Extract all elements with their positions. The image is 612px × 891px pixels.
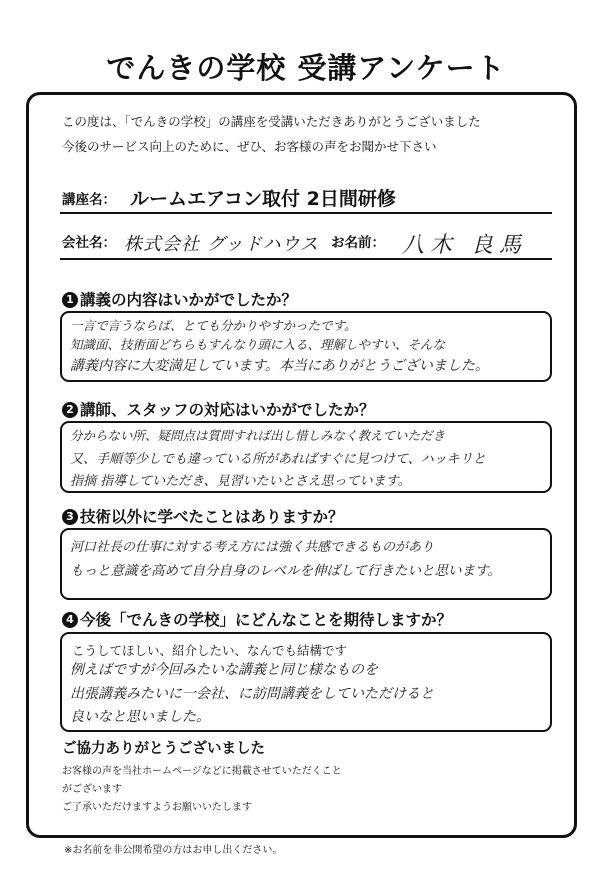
answer-box-3 [60,528,552,600]
footer-line-2: がございます [62,784,122,795]
name-value: 八木 良馬 [402,233,527,258]
intro-line-2: 今後のサービス向上のために、ぜひ、お客様の声をお聞かせ下さい [62,139,437,154]
course-value: ルームエアコン取付 2日間研修 [130,188,396,210]
question-1-text: 講義の内容はいかがでしたか？ [80,291,298,309]
answer-1-line-1: 一言で言うならば、とても分かりやすかったです。 [70,318,357,333]
question-3 [62,506,344,528]
question-2-text: 講師、スタッフの対応はいかがでしたか？ [80,401,375,419]
question-number-2: 2 [62,402,78,418]
question-4 [62,609,452,631]
answer-box-1 [60,311,552,382]
company-value: 株式会社 グッドハウス [124,234,319,255]
privacy-note: ※お名前を非公開希望の方はお申し出ください。 [64,845,283,856]
thanks-heading: ご協力ありがとうございました [62,741,265,757]
question-2 [62,399,375,421]
answer-box-2 [60,421,552,493]
question-number-1: 1 [62,292,78,308]
question-number-4: 4 [62,612,78,628]
answer-4-line-1: 例えばですが今回みたいな講義と同じ様なものを [70,662,378,678]
question-3-text: 技術以外に学べたことはありますか？ [80,508,344,526]
answer-2-line-3: 指摘 指導していただき、見習いたいとさえ思っています。 [70,474,411,489]
answer-3-line-2: もっと意識を高めて自分自身のレベルを伸ばして行きたいと思います。 [70,563,501,579]
company-name-underline [60,258,552,260]
answer-3-line-1: 河口社長の仕事に対する考え方には強く共感できるものがあり [70,540,435,555]
course-underline [60,212,552,214]
answer-box-4 [60,632,552,732]
intro-line-1: この度は、「でんきの学校」の講座を受講いただきありがとうございました [62,114,481,129]
footer-line-3: ご了承いただけますようお願いいたします [62,802,252,813]
answer-2-line-1: 分からない所、疑問点は質問すれば出し惜しみなく教えていただき [70,428,446,443]
course-label: 講座名： [62,192,116,208]
question-1 [62,289,297,311]
answer-4-line-2: 出張講義みたいに一会社、に訪問講義をしていただけると [70,686,434,702]
answer-1-line-2: 知識面、技術面どちらもすんなり頭に入る、理解しやすい、そんな [70,337,446,352]
company-label: 会社名： [62,235,116,251]
answer-1-line-3: 講義内容に大変満足しています。本当にありがとうございました。 [70,358,489,374]
survey-title: でんきの学校 受講アンケート [106,51,506,85]
answer-2-line-2: 又、手順等少しでも違っている所があればすぐに見つけて、ハッキリと [70,452,486,467]
name-label: お名前： [331,235,385,251]
question-4-text: 今後「でんきの学校」にどんなことを期待しますか？ [80,611,453,629]
question-number-3: 3 [62,509,78,525]
footer-line-1: お客様の声を当社ホームページなどに掲載させていただくこと [62,766,342,777]
answer-4-printed-hint: こうしてほしい、紹介したい、なんでも結構です [72,643,348,658]
answer-4-line-3: 良いなと思いました。 [70,709,210,725]
